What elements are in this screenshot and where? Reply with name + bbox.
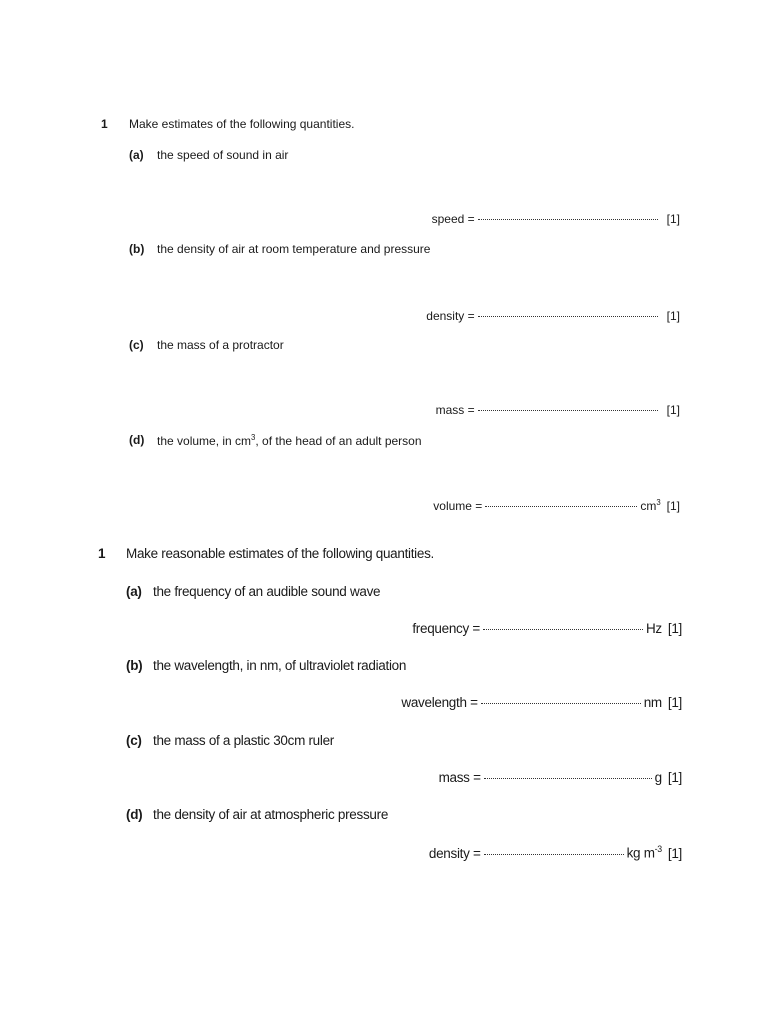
answer-line (432, 212, 680, 226)
answer-unit: nm (643, 695, 662, 710)
answer-label: speed = (431, 212, 475, 226)
answer-line (426, 309, 680, 323)
part-text: the density of air at room temperature and pressure (157, 242, 431, 256)
part-text-before: the volume, in cm (157, 434, 252, 448)
question-number: 1 (101, 117, 108, 131)
answer-unit: g (654, 770, 662, 785)
answer-blank[interactable] (481, 703, 641, 704)
mark-allocation: [1] (666, 499, 680, 513)
answer-blank[interactable] (485, 506, 637, 507)
answer-unit: Hz (645, 621, 662, 636)
part-text: the mass of a protractor (157, 338, 284, 352)
mark-allocation: [1] (667, 845, 682, 861)
answer-label: volume = (433, 499, 483, 513)
answer-line (433, 498, 680, 513)
mark-allocation: [1] (667, 695, 682, 710)
answer-label: mass = (438, 770, 481, 785)
answer-label: density = (428, 845, 481, 861)
part-label: (d) (126, 807, 143, 822)
part-text: the wavelength, in nm, of ultraviolet radiation (153, 658, 407, 673)
mark-allocation: [1] (666, 309, 680, 323)
superscript: 3 (251, 433, 256, 442)
answer-line (412, 621, 682, 636)
answer-blank[interactable] (483, 629, 643, 630)
answer-line (439, 770, 682, 785)
question-number: 1 (98, 546, 106, 561)
answer-blank[interactable] (484, 778, 652, 779)
part-text-after: , of the head of an adult person (255, 434, 422, 448)
answer-line (401, 695, 682, 710)
mark-allocation: [1] (667, 621, 682, 636)
part-text (157, 433, 422, 448)
mark-allocation: [1] (666, 403, 680, 417)
answer-label: frequency = (412, 621, 480, 636)
part-text: the mass of a plastic 30cm ruler (153, 733, 334, 748)
part-label: (b) (129, 242, 145, 256)
answer-blank[interactable] (478, 316, 658, 317)
part-label: (c) (126, 733, 142, 748)
part-text: the speed of sound in air (157, 148, 289, 162)
answer-unit: $cm^3$ (640, 498, 661, 513)
answer-label: wavelength = (401, 695, 478, 710)
part-text: the density of air at atmospheric pressure (153, 807, 389, 822)
part-label: (a) (129, 148, 144, 162)
answer-label: density = (426, 309, 475, 323)
answer-blank[interactable] (478, 219, 658, 220)
question-stem: Make reasonable estimates of the following quantities. (126, 546, 434, 561)
part-label: (d) (129, 433, 145, 447)
part-label: (b) (126, 658, 143, 673)
answer-line (436, 403, 680, 417)
mark-allocation: [1] (666, 212, 680, 226)
part-label: (a) (126, 584, 142, 599)
answer-unit: kg $m^{-3}$ (626, 844, 662, 861)
answer-label: mass = (435, 403, 475, 417)
part-text: the frequency of an audible sound wave (153, 584, 381, 599)
question-stem: Make estimates of the following quantities. (129, 117, 355, 131)
answer-line (429, 844, 682, 861)
answer-blank[interactable] (484, 854, 624, 855)
part-label: (c) (129, 338, 144, 352)
answer-blank[interactable] (478, 410, 658, 411)
mark-allocation: [1] (667, 770, 682, 785)
